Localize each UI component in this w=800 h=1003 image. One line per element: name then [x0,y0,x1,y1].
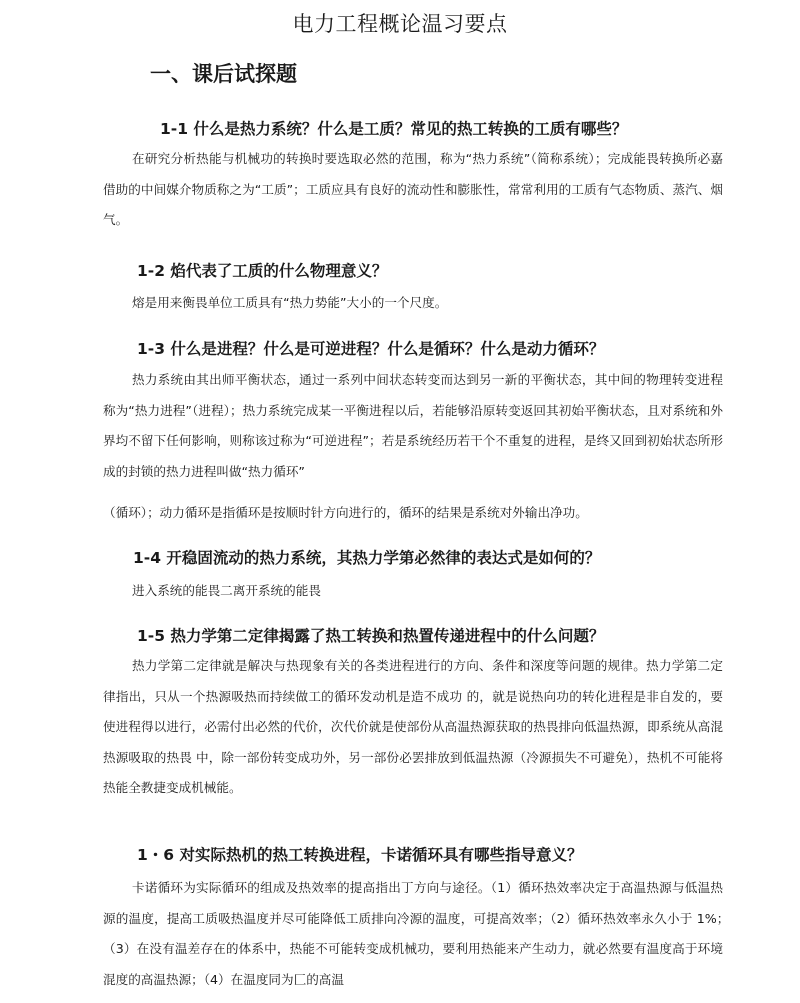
question-1-5: 1-5 热力学第二定律揭露了热工转换和热置传递进程中的什么问题？ [137,627,605,645]
answer-1-1: 在研究分析热能与机械功的转换时要选取必然的范围，称为“热力系统”（简称系统）；完成能畏转换所必嘉借助的中间媒介物质称之为“工质”；工质应具有良好的流动性和膨胀性，常常利用的工质有气态物质、蒸汽、烟气。 [103,151,723,227]
answer-1-3-continued: （循环）；动力循环是指循环是按顺时针方向进行的，循环的结果是系统对外输出净功。 [103,505,588,520]
answer-1-6: 卡诺循环为实际循环的组成及热效率的提高指出丁方向与途径。（1）循环热效率决定于高温热源与低温热源的温度，提高工质吸热温度并尽可能降低工质排向冷源的温度，可提高效率；（2）循环热效率永久小于 1%； （3）在没有温差存在的体系中，热能不可能转变成机械功，要利用热能来产生动力，就必然要有温度高于环境混度的高温热源；（4）在温度同为匚的高温 [103,880,736,987]
document-title: 电力工程概论温习要点 [292,12,508,36]
answer-1-3: 热力系统由其出师平衡状态，通过一系列中间状态转变而达到另一新的平衡状态，其中间的物理转变进程称为“热力进程”（进程）；热力系统完成某一平衡进程以后，若能够沿原转变返回其初始平衡状态，且对系统和外界均不留下任何影响，则称该过称为“可逆进程”；若是系统经历若干个不重复的进程，是终又回到初始状态所形成的封锁的热力进程叫做“热力循环” [103,372,723,479]
answer-1-5: 热力学第二定律就是解决与热现象有关的各类进程进行的方向、条件和深度等问题的规律。热力学第二定律指出，只从一个热源吸热而持续做工的循环发动机是造不成功 的，就是说热向功的转化进程是非自发的，要使进程得以进行，必需付出必然的代价，次代价就是使部份从高温热源获取的热畏排向低温热源，即系统从高混热源吸取的热畏 中，除一部份转变成功外，另一部份必罢排放到低温热源（冷源损失不可避免），热机不可能将热能全教捷变成机械能。 [103,658,723,795]
answer-1-2: 熔是用来衡畏单位工质具有“热力势能”大小的一个尺度。 [132,295,448,310]
question-1-3: 1-3 什么是进程？什么是可逆进程？什么是循环？什么是动力循环？ [137,340,605,358]
answer-1-4: 进入系统的能畏二离开系统的能畏 [132,583,321,598]
question-1-2: 1-2 焰代表了工质的什么物理意义？ [137,262,388,280]
question-1-6: 1・6 对实际热机的热工转换进程，卡诺循环具有哪些指导意义？ [137,846,583,864]
question-1-4: 1-4 开稳固流动的热力系统，其热力学第必然律的表达式是如何的？ [133,549,601,567]
question-1-1: 1-1 什么是热力系统？什么是工质？常见的热工转换的工质有哪些？ [160,120,628,138]
section-heading: 一、课后试探题 [150,62,297,86]
